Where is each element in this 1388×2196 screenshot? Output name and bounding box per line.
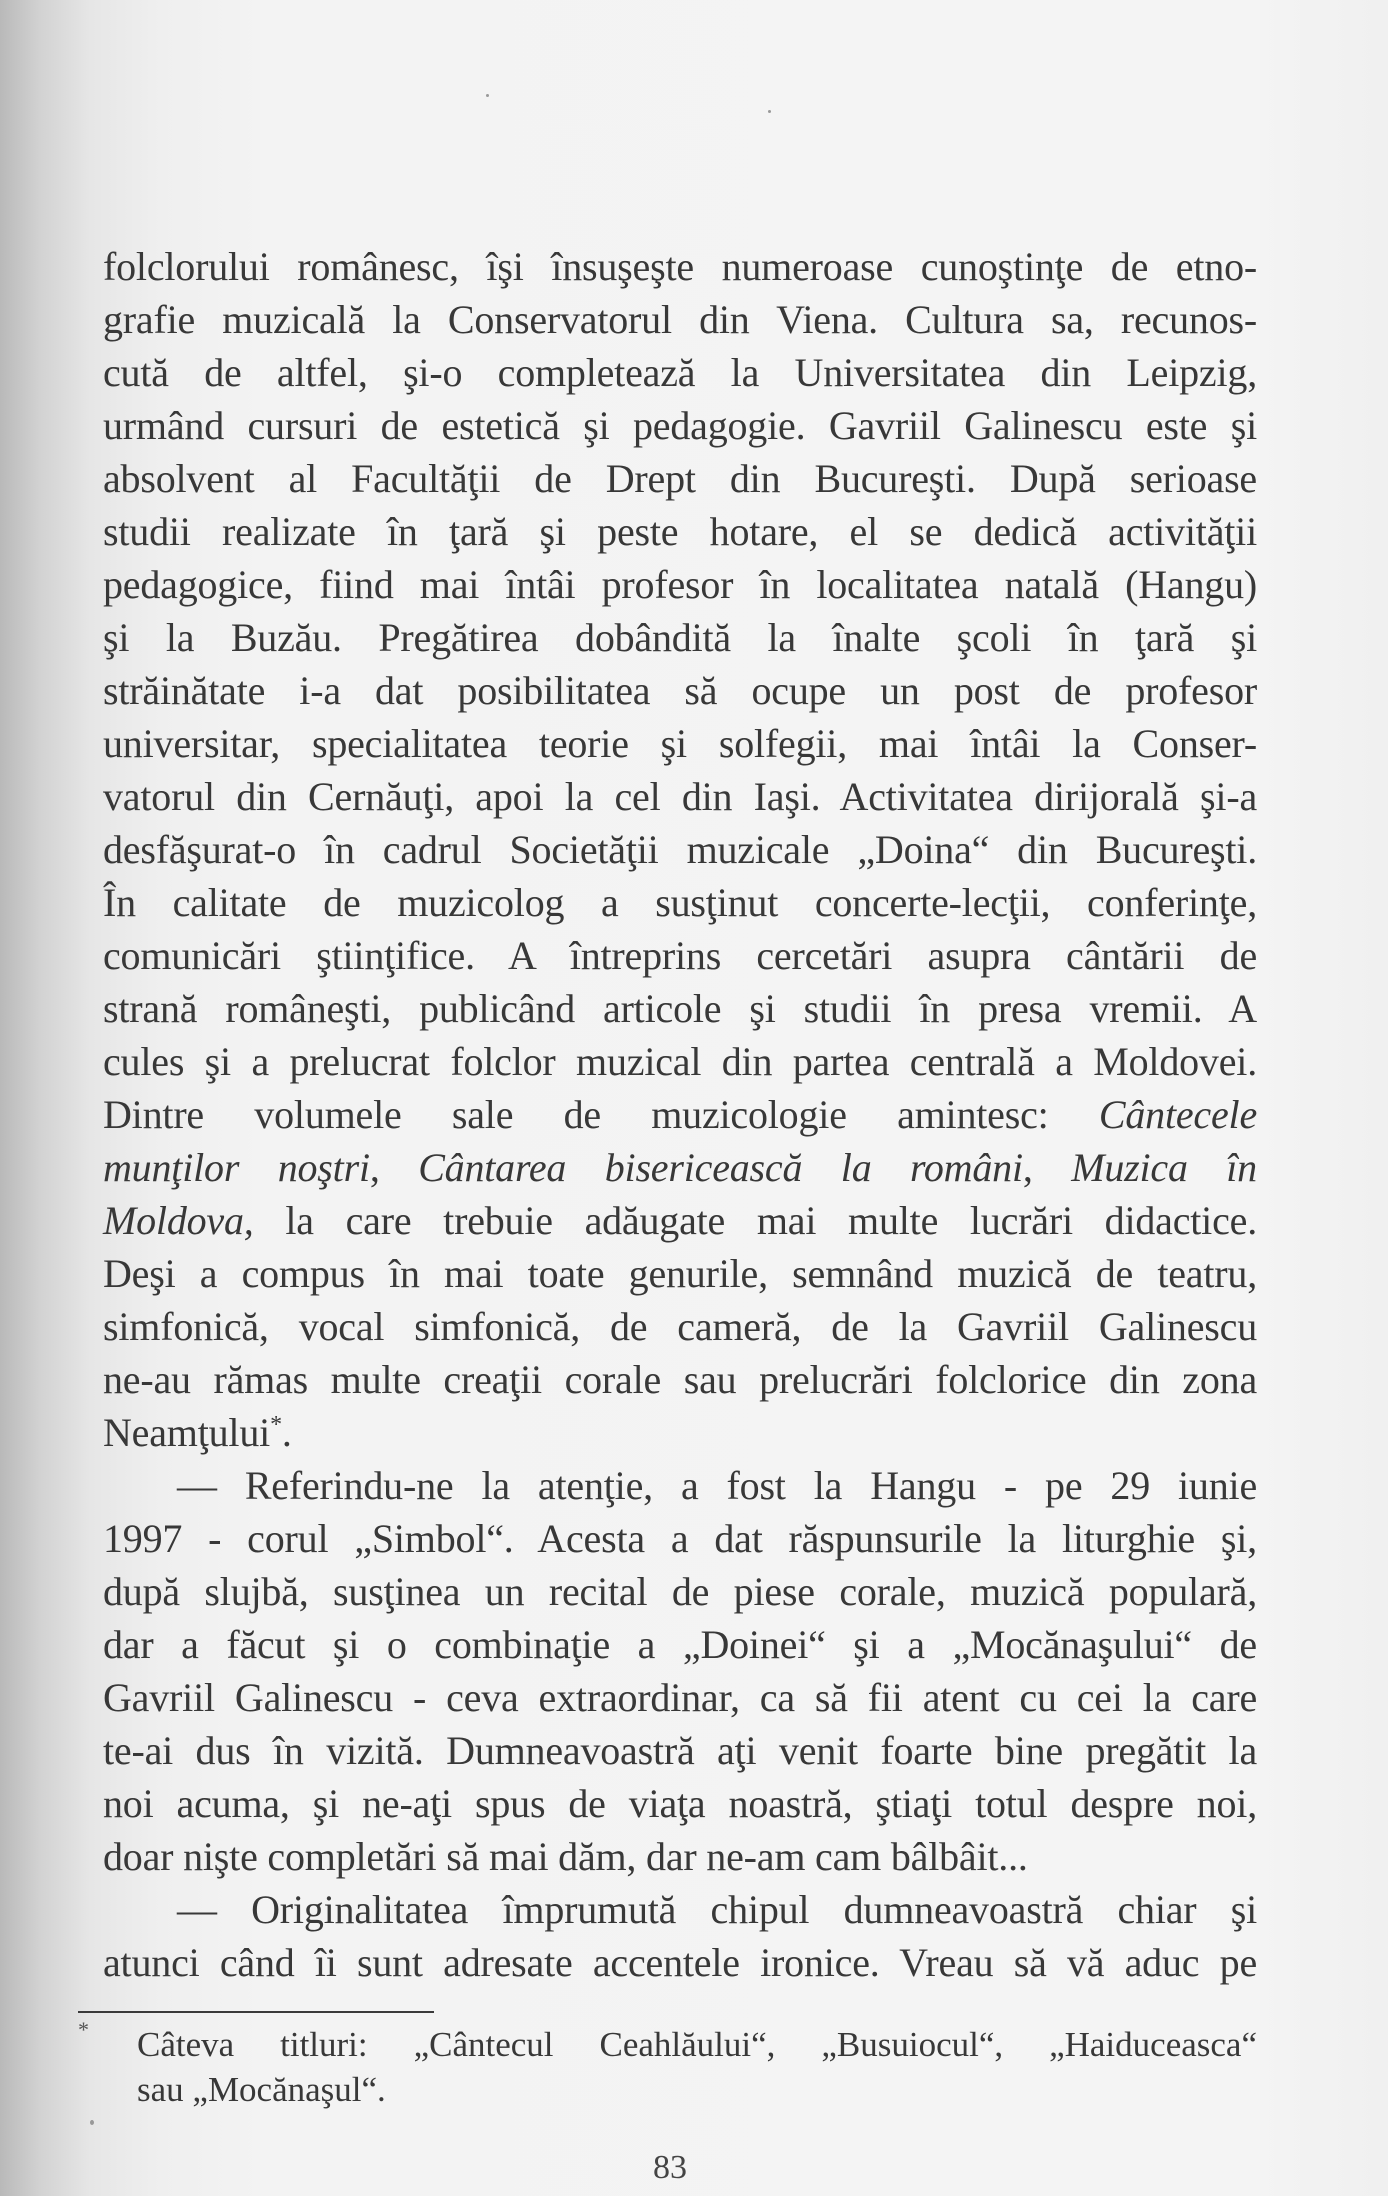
body-text — [103, 240, 1257, 1989]
italic-title: munţilor noştri — [103, 1145, 370, 1190]
text-segment: desfăşurat-o în cadrul Societăţii muzicale „Doina“ din Bucureşti. — [103, 827, 1257, 872]
footnote-separator — [78, 2011, 434, 2013]
text-segment: cules şi a prelucrat folclor muzical din partea centrală a Moldovei. — [103, 1039, 1257, 1084]
text-segment: doar nişte completări să mai dăm, dar ne-am cam bâlbâit... — [103, 1834, 1028, 1879]
paragraph-first-line — [103, 1459, 1257, 1512]
text-line — [103, 1724, 1257, 1777]
footnote-marker: * — [78, 2017, 89, 2042]
text-line — [103, 293, 1257, 346]
text-line — [103, 1247, 1257, 1300]
text-segment: pedagogice, fiind mai întâi profesor în localitatea natală (Hangu) — [103, 562, 1257, 607]
text-line — [103, 1777, 1257, 1830]
text-segment: şi la Buzău. Pregătirea dobândită la înalte şcoli în ţară şi — [103, 615, 1257, 660]
text-line — [103, 1618, 1257, 1671]
text-line — [103, 1194, 1257, 1247]
text-line — [103, 1406, 1257, 1459]
text-line — [103, 1936, 1257, 1989]
paper-speck — [768, 110, 771, 113]
text-segment: — Referindu-ne la atenţie, a fost la Hangu - pe 29 iunie — [177, 1463, 1257, 1508]
text-line — [103, 1353, 1257, 1406]
text-segment: , — [369, 1145, 419, 1190]
text-segment: . — [281, 1410, 292, 1455]
text-segment: comunicări ştiinţifice. A întreprins cercetări asupra cântării de — [103, 933, 1257, 978]
page-number: 83 — [653, 2149, 687, 2186]
text-line — [103, 1141, 1257, 1194]
text-segment: studii realizate în ţară şi peste hotare, el se dedică activităţii — [103, 509, 1257, 554]
text-line — [103, 1830, 1257, 1883]
footnote-line: Câteva titluri: „Cântecul Ceahlăului“, „Busuiocul“, „Haiduceasca“ — [137, 2025, 1257, 2064]
text-segment: cută de altfel, şi-o completează la Universitatea din Leipzig, — [103, 350, 1257, 395]
text-segment: noi acuma, şi ne-aţi spus de viaţa noastră, ştiaţi totul despre noi, — [103, 1781, 1257, 1826]
text-line — [103, 982, 1257, 1035]
text-segment: vatorul din Cernăuţi, apoi la cel din Iaşi. Activitatea dirijorală şi-a — [103, 774, 1257, 819]
text-line — [103, 240, 1257, 293]
text-segment: Dintre volumele sale de muzicologie amintesc: — [103, 1092, 1099, 1137]
text-segment: străinătate i-a dat posibilitatea să ocupe un post de profesor — [103, 668, 1257, 713]
text-segment: Deşi a compus în mai toate genurile, semnând muzică de teatru, — [103, 1251, 1257, 1296]
text-line — [103, 1565, 1257, 1618]
text-line — [103, 346, 1257, 399]
footnote-reference: * — [270, 1412, 282, 1438]
text-line — [103, 717, 1257, 770]
text-line — [103, 1512, 1257, 1565]
text-segment: , — [1022, 1145, 1072, 1190]
text-segment: dar a făcut şi o combinaţie a „Doinei“ şi a „Mocănaşului“ de — [103, 1622, 1257, 1667]
text-segment: te-ai dus în vizită. Dumneavoastră aţi venit foarte bine pregătit la — [103, 1728, 1257, 1773]
text-line — [103, 611, 1257, 664]
text-line — [103, 1671, 1257, 1724]
text-segment: Neamţului — [103, 1410, 271, 1455]
text-segment: simfonică, vocal simfonică, de cameră, de la Gavriil Galinescu — [103, 1304, 1257, 1349]
text-segment: la care trebuie adăugate mai multe lucrări didactice. — [253, 1198, 1257, 1243]
text-segment: folclorului românesc, îşi însuşeşte numeroase cunoştinţe de etno- — [103, 244, 1257, 289]
text-line — [103, 399, 1257, 452]
text-line — [103, 823, 1257, 876]
text-segment: după slujbă, susţinea un recital de piese corale, muzică populară, — [103, 1569, 1257, 1614]
text-segment: — Originalitatea împrumută chipul dumneavoastră chiar şi — [177, 1887, 1257, 1932]
paper-speck — [486, 94, 489, 97]
text-line — [103, 558, 1257, 611]
text-segment: universitar, specialitatea teorie şi solfegii, mai întâi la Conser- — [103, 721, 1257, 766]
text-segment: 1997 - corul „Simbol“. Acesta a dat răspunsurile la liturghie şi, — [103, 1516, 1257, 1561]
italic-title: Cântarea bisericească la români — [418, 1145, 1023, 1190]
italic-title: Moldova, — [103, 1198, 254, 1243]
text-segment: strană româneşti, publicând articole şi studii în presa vremii. A — [103, 986, 1257, 1031]
text-line — [103, 1088, 1257, 1141]
text-segment: grafie muzicală la Conservatorul din Viena. Cultura sa, recunos- — [103, 297, 1257, 342]
italic-title: Muzica în — [1071, 1145, 1257, 1190]
text-segment: urmând cursuri de estetică şi pedagogie. Gavriil Galinescu este şi — [103, 403, 1257, 448]
text-segment: În calitate de muzicolog a susţinut concerte-lecţii, conferinţe, — [103, 880, 1257, 925]
text-line — [103, 929, 1257, 982]
text-line — [103, 664, 1257, 717]
footnote — [137, 2022, 1257, 2112]
text-segment: Gavriil Galinescu - ceva extraordinar, ca să fii atent cu cei la care — [103, 1675, 1257, 1720]
text-segment: atunci când îi sunt adresate accentele ironice. Vreau să vă aduc pe — [103, 1940, 1257, 1985]
italic-title: Cântecele — [1098, 1092, 1257, 1137]
text-line — [103, 876, 1257, 929]
text-line — [103, 770, 1257, 823]
text-line — [103, 1035, 1257, 1088]
text-segment: absolvent al Facultăţii de Drept din Bucureşti. După serioase — [103, 456, 1257, 501]
footnote-line: sau „Mocănaşul“. — [137, 2070, 386, 2109]
text-line — [103, 1300, 1257, 1353]
text-line — [103, 505, 1257, 558]
paper-speck — [90, 2120, 94, 2125]
text-segment: ne-au rămas multe creaţii corale sau prelucrări folclorice din zona — [103, 1357, 1257, 1402]
paragraph-first-line — [103, 1883, 1257, 1936]
text-line — [103, 452, 1257, 505]
